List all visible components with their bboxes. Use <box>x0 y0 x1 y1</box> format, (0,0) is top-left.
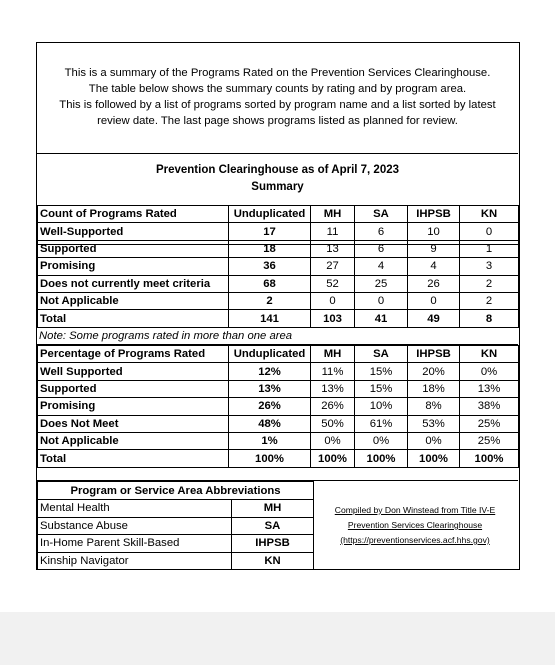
kn-cell: 38% <box>460 398 519 415</box>
header-cell: IHPSB <box>408 206 460 223</box>
header-cell: MH <box>311 346 355 363</box>
ihpsb-cell: 0 <box>408 292 460 309</box>
ihpsb-cell: 100% <box>408 450 460 467</box>
credit-line: Compiled by Don Winstead from Title IV-E <box>334 505 496 515</box>
mh-cell: 11 <box>311 223 355 240</box>
ihpsb-cell: 4 <box>408 258 460 275</box>
sa-cell: 15% <box>355 363 408 380</box>
kn-cell: 2 <box>460 275 519 292</box>
area-abbreviation: SA <box>232 517 314 535</box>
kn-cell: 25% <box>460 432 519 449</box>
abbreviations-title: Program or Service Area Abbreviations <box>38 482 314 500</box>
ihpsb-cell: 26 <box>408 275 460 292</box>
unduplicated-cell: 48% <box>229 415 311 432</box>
header-cell: IHPSB <box>408 346 460 363</box>
header-cell: Unduplicated <box>229 346 311 363</box>
header-cell: Count of Programs Rated <box>38 206 229 223</box>
ihpsb-cell: 9 <box>408 240 460 257</box>
row-label: Promising <box>38 258 229 275</box>
unduplicated-cell: 100% <box>229 450 311 467</box>
intro-line: The table below shows the summary counts by rating and by program area. <box>88 83 467 95</box>
kn-cell: 100% <box>460 450 519 467</box>
mh-cell: 13 <box>311 240 355 257</box>
kn-cell: 1 <box>460 240 519 257</box>
table-row <box>38 223 519 240</box>
area-abbreviation: IHPSB <box>232 535 314 553</box>
mh-cell: 11% <box>311 363 355 380</box>
unduplicated-cell: 12% <box>229 363 311 380</box>
table-row <box>38 258 519 275</box>
ihpsb-cell: 49 <box>408 310 460 327</box>
table-row <box>38 380 519 397</box>
table-row <box>38 500 314 518</box>
area-name: Mental Health <box>38 500 232 518</box>
row-label: Does Not Meet <box>38 415 229 432</box>
percentage-table-header <box>38 346 519 363</box>
section-spacer <box>37 461 518 481</box>
area-abbreviation: MH <box>232 500 314 518</box>
count-table <box>37 205 519 328</box>
header-cell: KN <box>460 346 519 363</box>
table-row <box>38 363 519 380</box>
mh-cell: 100% <box>311 450 355 467</box>
sa-cell: 100% <box>355 450 408 467</box>
ihpsb-cell: 20% <box>408 363 460 380</box>
credit-line: Prevention Services Clearinghouse <box>347 520 483 530</box>
credit-link[interactable]: (https://preventionservices.acf.hhs.gov) <box>340 535 490 545</box>
sa-cell: 15% <box>355 380 408 397</box>
row-label: Does not currently meet criteria <box>38 275 229 292</box>
intro-line: This is followed by a list of programs sorted by program name and a list sorted by latest <box>59 99 496 111</box>
row-label: Total <box>38 450 229 467</box>
percentage-table <box>37 345 519 468</box>
summary-subtitle: Summary <box>251 181 304 193</box>
unduplicated-cell: 68 <box>229 275 311 292</box>
header-cell: KN <box>460 206 519 223</box>
ihpsb-cell: 0% <box>408 432 460 449</box>
header-cell: SA <box>355 206 408 223</box>
unduplicated-cell: 36 <box>229 258 311 275</box>
count-table-header <box>38 206 519 223</box>
mh-cell: 50% <box>311 415 355 432</box>
row-label: Not Applicable <box>38 292 229 309</box>
mh-cell: 52 <box>311 275 355 292</box>
table-row <box>38 292 519 309</box>
sa-cell: 0% <box>355 432 408 449</box>
table-row <box>38 240 519 257</box>
table-row <box>38 552 314 570</box>
mh-cell: 0 <box>311 292 355 309</box>
row-label: Supported <box>38 240 229 257</box>
sa-cell: 6 <box>355 223 408 240</box>
page-bottom-shadow <box>0 612 555 665</box>
area-name: In-Home Parent Skill-Based <box>38 535 232 553</box>
area-name: Substance Abuse <box>38 517 232 535</box>
mh-cell: 0% <box>311 432 355 449</box>
unduplicated-cell: 1% <box>229 432 311 449</box>
abbreviations-title-row <box>38 482 314 500</box>
ihpsb-cell: 53% <box>408 415 460 432</box>
row-label: Promising <box>38 398 229 415</box>
unduplicated-cell: 17 <box>229 223 311 240</box>
abbreviations-table <box>37 481 314 570</box>
area-abbreviation: KN <box>232 552 314 570</box>
table-row <box>38 432 519 449</box>
mh-cell: 26% <box>311 398 355 415</box>
summary-document <box>36 42 520 570</box>
sa-cell: 25 <box>355 275 408 292</box>
sa-cell: 10% <box>355 398 408 415</box>
table-row <box>38 275 519 292</box>
ihpsb-cell: 18% <box>408 380 460 397</box>
kn-cell: 8 <box>460 310 519 327</box>
mh-cell: 13% <box>311 380 355 397</box>
sa-cell: 0 <box>355 292 408 309</box>
sa-cell: 4 <box>355 258 408 275</box>
header-cell: MH <box>311 206 355 223</box>
unduplicated-cell: 26% <box>229 398 311 415</box>
intro-line: This is a summary of the Programs Rated on the Prevention Services Clearinghouse. <box>64 67 491 79</box>
header-cell: Percentage of Programs Rated <box>38 346 229 363</box>
row-label: Well-Supported <box>38 223 229 240</box>
kn-cell: 3 <box>460 258 519 275</box>
kn-cell: 0% <box>460 363 519 380</box>
ihpsb-cell: 8% <box>408 398 460 415</box>
mh-cell: 27 <box>311 258 355 275</box>
row-label: Total <box>38 310 229 327</box>
kn-cell: 2 <box>460 292 519 309</box>
kn-cell: 13% <box>460 380 519 397</box>
table-row <box>38 415 519 432</box>
row-label: Not Applicable <box>38 432 229 449</box>
kn-cell: 0 <box>460 223 519 240</box>
ihpsb-cell: 10 <box>408 223 460 240</box>
total-row <box>38 310 519 327</box>
sa-cell: 41 <box>355 310 408 327</box>
row-label: Supported <box>38 380 229 397</box>
unduplicated-cell: 141 <box>229 310 311 327</box>
intro-paragraph <box>37 43 518 154</box>
unduplicated-cell: 18 <box>229 240 311 257</box>
summary-title: Prevention Clearinghouse as of April 7, 2023 <box>155 164 400 176</box>
sa-cell: 6 <box>355 240 408 257</box>
sa-cell: 61% <box>355 415 408 432</box>
unduplicated-cell: 13% <box>229 380 311 397</box>
intro-line: review date. The last page shows programs listed as planned for review. <box>97 115 458 127</box>
kn-cell: 25% <box>460 415 519 432</box>
header-cell: SA <box>355 346 408 363</box>
area-name: Kinship Navigator <box>38 552 232 570</box>
table-row <box>38 517 314 535</box>
unduplicated-cell: 2 <box>229 292 311 309</box>
table-row <box>38 398 519 415</box>
mh-cell: 103 <box>311 310 355 327</box>
table-note: Note: Some programs rated in more than one area <box>37 328 518 345</box>
table-row <box>38 535 314 553</box>
compiled-by-credit <box>320 503 510 548</box>
header-cell: Unduplicated <box>229 206 311 223</box>
row-label: Well Supported <box>38 363 229 380</box>
